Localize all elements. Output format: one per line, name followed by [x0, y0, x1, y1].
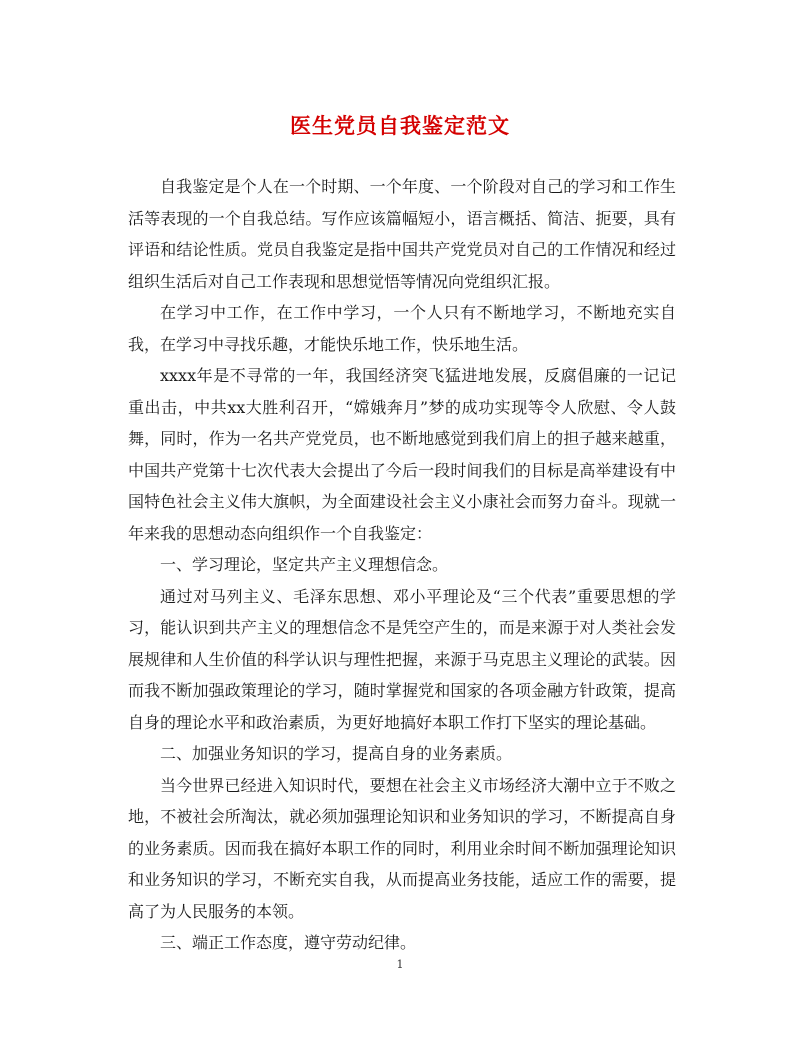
paragraph-intro: 自我鉴定是个人在一个时期、一个年度、一个阶段对自己的学习和工作生活等表现的一个自我总结。写作应该篇幅短小，语言概括、简洁、扼要，具有评语和结论性质。党员自我鉴定是指中国共产党党员对自己的工作情况和经过组织生活后对自己工作表现和思想觉悟等情况向党组织汇报。 [128, 177, 676, 291]
page-number: 1 [396, 958, 404, 971]
paragraph-study-work: 在学习中工作，在工作中学习，一个人只有不断地学习，不断地充实自我，在学习中寻找乐趣，才能快乐地工作，快乐地生活。 [128, 303, 676, 354]
section-heading-1: 一、学习理论，坚定共产主义理想信念。 [160, 555, 449, 574]
section-heading-3: 三、端正工作态度，遵守劳动纪律。 [160, 933, 417, 952]
paragraph-year-review: xxxx年是不寻常的一年，我国经济突飞猛进地发展，反腐倡廉的一记记重出击，中共xx大胜利召开，“嫦娥奔月”梦的成功实现等令人欣慰、令人鼓舞，同时，作为一名共产党党员，也不断地感觉到我们肩上的担子越来越重，中国共产党第十七次代表大会提出了今后一段时间我们的目标是高举建设有中国特色社会主义伟大旗帜，为全面建设社会主义小康社会而努力奋斗。现就一年来我的思想动态向组织作一个自我鉴定： [128, 366, 676, 543]
document-body [128, 171, 676, 959]
paragraph-theory-study: 通过对马列主义、毛泽东思想、邓小平理论及“三个代表”重要思想的学习，能认识到共产主义的理想信念不是凭空产生的，而是来源于对人类社会发展规律和人生价值的科学认识与理性把握，来源于马克思主义理论的武装。因而我不断加强政策理论的学习，随时掌握党和国家的各项金融方针政策，提高自身的理论水平和政治素质，为更好地搞好本职工作打下坚实的理论基础。 [128, 586, 676, 732]
section-heading-2: 二、加强业务知识的学习，提高自身的业务素质。 [160, 744, 513, 763]
paragraph-business-knowledge: 当今世界已经进入知识时代，要想在社会主义市场经济大潮中立于不败之地，不被社会所淘汰，就必须加强理论知识和业务知识的学习，不断提高自身的业务素质。因而我在搞好本职工作的同时，利用业余时间不断加强理论知识和业务知识的学习，不断充实自我，从而提高业务技能，适应工作的需要，提高了为人民服务的本领。 [128, 775, 676, 921]
document-title: 医生党员自我鉴定范文 [290, 114, 510, 138]
